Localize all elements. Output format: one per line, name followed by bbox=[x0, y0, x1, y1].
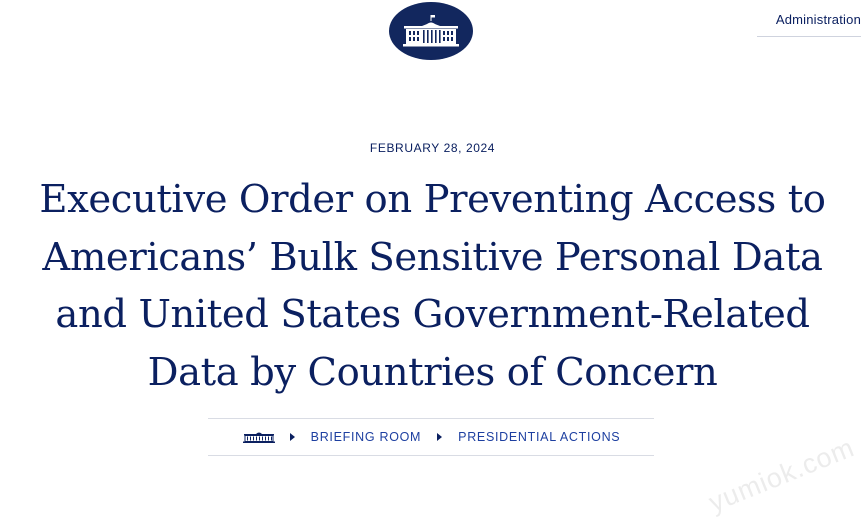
article-date: FEBRUARY 28, 2024 bbox=[369, 141, 496, 155]
white-house-icon bbox=[242, 430, 276, 444]
chevron-right-icon bbox=[437, 433, 442, 441]
administration-link[interactable]: Administration bbox=[757, 12, 861, 37]
page-title: Executive Order on Preventing Access to Americans’ Bulk Sensitive Personal Data and United States Government-Related Data by Countries of Concern bbox=[39, 177, 826, 395]
breadcrumb bbox=[208, 418, 654, 456]
breadcrumb-home[interactable] bbox=[242, 430, 276, 444]
white-house-logo[interactable] bbox=[389, 2, 473, 60]
breadcrumb-briefing-room[interactable]: BRIEFING ROOM bbox=[310, 430, 422, 444]
chevron-right-icon bbox=[290, 433, 295, 441]
white-house-seal-icon bbox=[400, 13, 462, 49]
breadcrumb-presidential-actions[interactable]: PRESIDENTIAL ACTIONS bbox=[458, 430, 621, 444]
watermark: yumiok.com bbox=[704, 432, 859, 518]
